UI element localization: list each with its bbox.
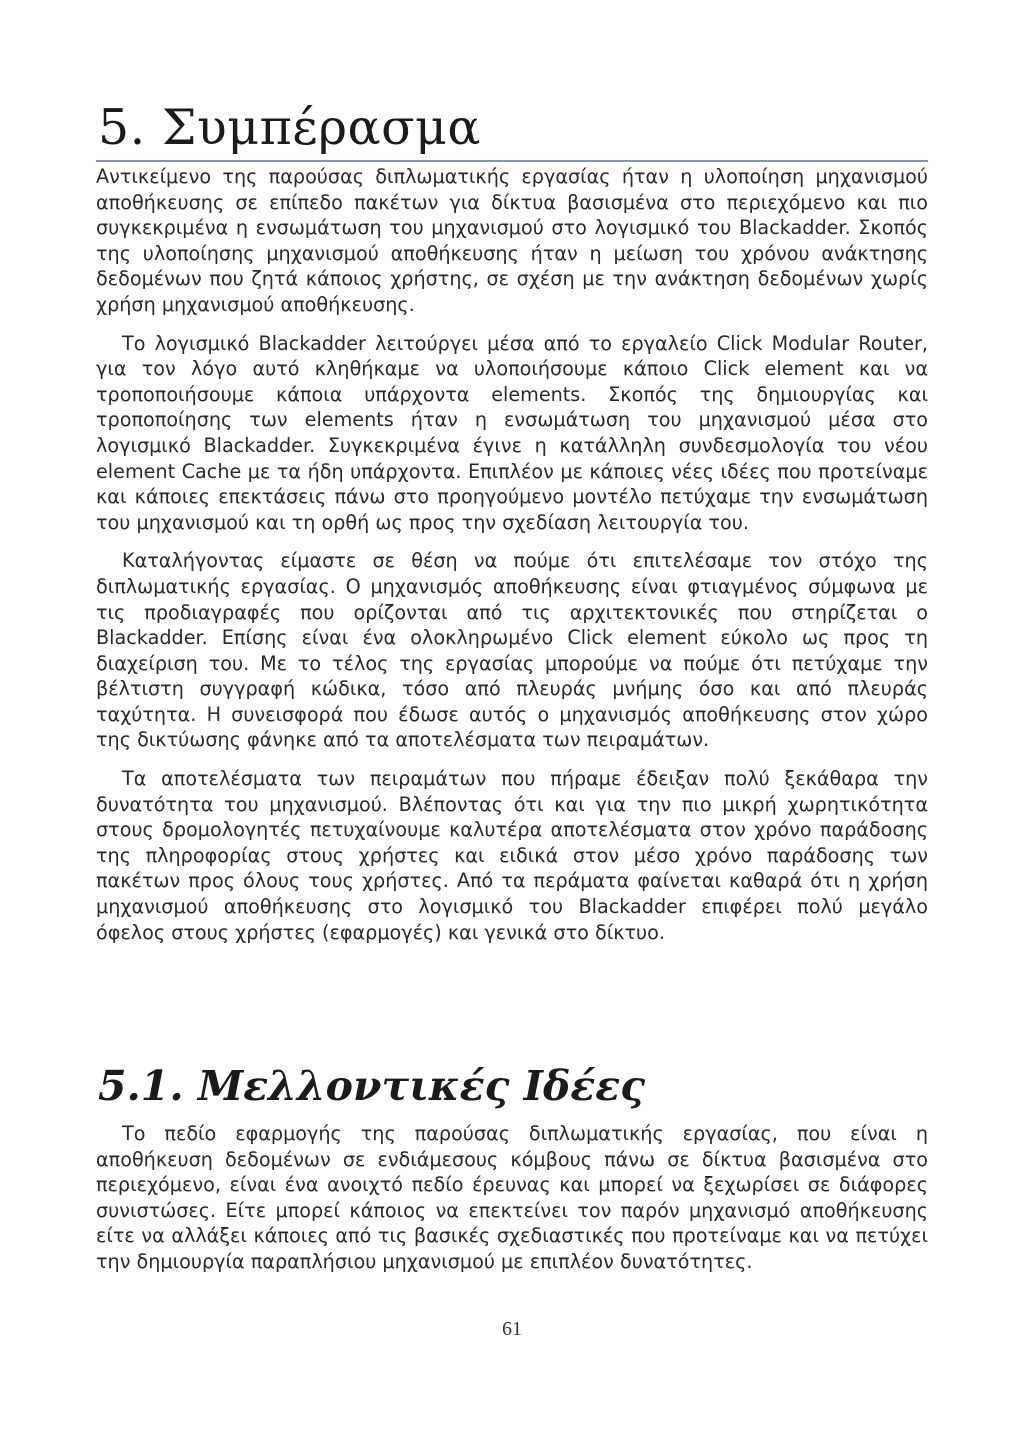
- future-ideas-section: [96, 1121, 928, 1288]
- page-number: 61: [502, 1318, 522, 1340]
- paragraph-goal-achieved: Καταλήγοντας είμαστε σε θέση να πούμε ότι επιτελέσαμε τον στόχο της διπλωματικής εργασίας. Ο μηχανισμός αποθήκευσης είναι φτιαγμένος σύμφωνα με τις προδιαγραφές που ορίζονται από τις αρχιτεκτονικές που στηρίζεται ο Blackadder. Επίσης είναι ένα ολοκληρωμένο Click element εύκολο ως προς τη διαχείριση του. Με το τέλος της εργασίας μπορούμε να πούμε ότι πετύχαμε την βέλτιστη συγγραφή κώδικα, τόσο από πλευράς μνήμης όσο και από πλευράς ταχύτητα. Η συνεισφορά που έδωσε αυτός ο μηχανισμός αποθήκευσης στον χώρο της δικτύωσης φάνηκε από τα αποτελέσματα των πειραμάτων.: [96, 549, 928, 752]
- chapter-heading: 5. Συμπέρασμα: [98, 99, 481, 156]
- document-page: [96, 0, 928, 1447]
- paragraph-intro: Αντικείμενο της παρούσας διπλωματικής εργασίας ήταν η υλοποίηση μηχανισμού αποθήκευσης σε επίπεδο πακέτων για δίκτυα βασισμένα στο περιεχόμενο και πιο συγκεκριμένα η ενσωμάτωση του μηχανισμού στο λογισμικό του Blackadder. Σκοπός της υλοποίησης μηχανισμού αποθήκευσης ήταν η μείωση του χρόνου ανάκτησης δεδομένων που ζητά κάποιος χρήστης, σε σχέση με την ανάκτηση δεδομένων χωρίς χρήση μηχανισμού αποθήκευσης.: [96, 165, 928, 316]
- paragraph-experiment-results: Τα αποτελέσματα των πειραμάτων που πήραμε έδειξαν πολύ ξεκάθαρα την δυνατότητα του μηχανισμού. Βλέποντας ότι και για την πιο μικρή χωρητικότητα στους δρομολογητές πετυχαίνουμε καλυτέρα αποτελέσματα στον χρόνο παράδοσης της πληροφορίας στους χρήστες και ειδικά στον μέσο χρόνο παράδοσης των πακέτων προς όλους τους χρήστες. Από τα περάματα φαίνεται καθαρά ότι η χρήση μηχανισμού αποθήκευσης στο λογισμικό του Blackadder επιφέρει πολύ μεγάλο όφελος στους χρήστες (εφαρμογές) και γενικά στο δίκτυο.: [96, 767, 928, 944]
- section-heading-future-ideas: 5.1. Μελλοντικές Ιδέες: [98, 1062, 646, 1110]
- paragraph-blackadder-click: Το λογισμικό Blackadder λειτούργει μέσα από το εργαλείο Click Modular Router, για τον λόγο αυτό κληθήκαμε να υλοποιήσουμε κάποιο Click element και να τροποποιήσουμε κάποια υπάρχοντα elements. Σκοπός της δημιουργίας και τροποποίησης των elements ήταν η ενσωμάτωση του μηχανισμού μέσα στο λογισμικό Blackadder. Συγκεκριμένα έγινε η κατάλληλη συνδεσμολογία του νέου element Cache με τα ήδη υπάρχοντα. Επιπλέον με κάποιες νέες ιδέες που προτείναμε και κάποιες επεκτάσεις πάνω στο προηγούμενο μοντέλο πετύχαμε την ενσωμάτωση του μηχανισμού και τη ορθή ως προς την σχεδίαση λειτουργία του.: [96, 331, 928, 534]
- paragraph-future-work: Το πεδίο εφαρμογής της παρούσας διπλωματικής εργασίας, που είναι η αποθήκευση δεδομένων σε ενδιάμεσους κόμβους πάνω σε δίκτυα βασισμένα στο περιεχόμενο, είναι ένα ανοιχτό πεδίο έρευνας και μπορεί να ξεχωρίσει σε διάφορες συνιστώσες. Είτε μπορεί κάποιος να επεκτείνει τον παρόν μηχανισμό αποθήκευσης είτε να αλλάξει κάποιες από τις βασικές σχεδιαστικές που προτείναμε και να πετύχει την δημιουργία παραπλήσιου μηχανισμού με επιπλέον δυνατότητες.: [96, 1122, 928, 1273]
- heading-underline: [96, 160, 928, 162]
- conclusion-section: [96, 164, 928, 958]
